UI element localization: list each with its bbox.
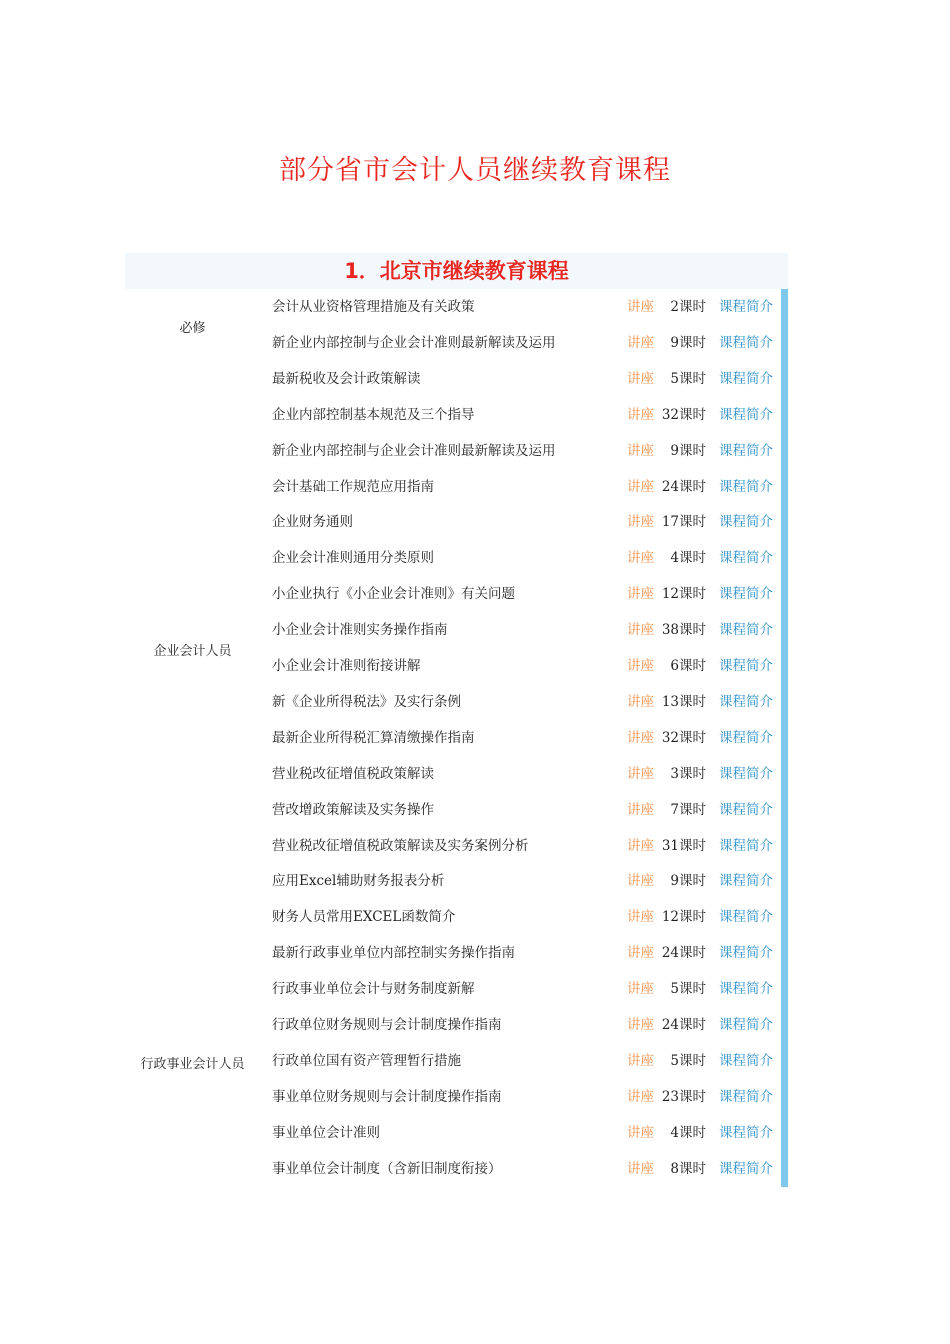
course-type-link[interactable]: 讲座 [627, 1124, 654, 1141]
course-type-link[interactable]: 讲座 [627, 406, 654, 423]
course-hours: 5课时 [670, 370, 706, 387]
course-type-link[interactable]: 讲座 [627, 693, 654, 710]
category-public-institution: 行政事业会计人员 [140, 1057, 245, 1072]
category-enterprise: 企业会计人员 [153, 644, 232, 659]
course-row [265, 504, 780, 540]
course-row [265, 325, 780, 361]
course-intro-link[interactable]: 课程简介 [719, 442, 773, 459]
course-hours: 12课时 [661, 586, 706, 603]
course-intro-link[interactable]: 课程简介 [719, 1052, 773, 1069]
course-intro-link[interactable]: 课程简介 [719, 765, 773, 782]
course-hours: 31课时 [661, 837, 706, 854]
course-name: 新企业内部控制与企业会计准则最新解读及运用 [272, 442, 556, 459]
course-type-link[interactable]: 讲座 [627, 442, 654, 459]
course-hours: 24课时 [661, 478, 706, 495]
course-name: 新企业内部控制与企业会计准则最新解读及运用 [272, 334, 556, 351]
course-name: 小企业会计准则衔接讲解 [272, 658, 421, 674]
course-intro-link[interactable]: 课程简介 [719, 1124, 773, 1141]
course-intro-link[interactable]: 课程简介 [719, 370, 773, 387]
course-row [265, 792, 780, 828]
course-row [265, 397, 780, 433]
course-row [265, 899, 780, 935]
course-hours: 6课时 [670, 658, 706, 674]
course-name: 企业财务通则 [272, 514, 353, 531]
course-type-link[interactable]: 讲座 [627, 1160, 654, 1177]
course-row [265, 1151, 780, 1187]
course-row [265, 720, 780, 756]
course-hours: 24课时 [661, 945, 706, 962]
course-type-link[interactable]: 讲座 [627, 981, 654, 998]
course-intro-link[interactable]: 课程简介 [719, 550, 773, 567]
course-type-link[interactable]: 讲座 [627, 909, 654, 926]
course-hours: 23课时 [661, 1088, 706, 1105]
course-row [265, 863, 780, 899]
course-type-link[interactable]: 讲座 [627, 1052, 654, 1069]
course-hours: 13课时 [661, 693, 706, 710]
course-type-link[interactable]: 讲座 [627, 370, 654, 387]
right-side-bar [781, 289, 788, 1187]
course-name: 最新企业所得税汇算清缴操作指南 [272, 729, 475, 746]
course-intro-link[interactable]: 课程简介 [719, 729, 773, 746]
course-intro-link[interactable]: 课程简介 [719, 586, 773, 603]
course-type-link[interactable]: 讲座 [627, 729, 654, 746]
course-row [265, 1043, 780, 1079]
course-type-link[interactable]: 讲座 [627, 801, 654, 818]
course-row [265, 648, 780, 684]
course-hours: 17课时 [661, 514, 706, 531]
course-name: 财务人员常用EXCEL函数简介 [272, 909, 456, 926]
course-hours: 9课时 [670, 873, 706, 890]
course-name: 营业税改征增值税政策解读及实务案例分析 [272, 837, 529, 854]
course-name: 营改增政策解读及实务操作 [272, 801, 434, 818]
course-type-link[interactable]: 讲座 [627, 837, 654, 854]
course-type-link[interactable]: 讲座 [627, 622, 654, 639]
course-name: 最新行政事业单位内部控制实务操作指南 [272, 945, 515, 962]
course-name: 会计从业资格管理措施及有关政策 [272, 299, 475, 315]
course-name: 应用Excel辅助财务报表分析 [272, 873, 445, 890]
course-hours: 7课时 [670, 801, 706, 818]
course-hours: 9课时 [670, 334, 706, 351]
course-name: 小企业执行《小企业会计准则》有关问题 [272, 586, 515, 603]
course-type-link[interactable]: 讲座 [627, 1088, 654, 1105]
course-name: 小企业会计准则实务操作指南 [272, 622, 448, 639]
course-row [265, 935, 780, 971]
course-intro-link[interactable]: 课程简介 [719, 299, 773, 315]
course-hours: 12课时 [661, 909, 706, 926]
course-intro-link[interactable]: 课程简介 [719, 909, 773, 926]
course-intro-link[interactable]: 课程简介 [719, 622, 773, 639]
course-type-link[interactable]: 讲座 [627, 334, 654, 351]
course-intro-link[interactable]: 课程简介 [719, 693, 773, 710]
course-intro-link[interactable]: 课程简介 [719, 1088, 773, 1105]
course-hours: 3课时 [670, 765, 706, 782]
course-row [265, 433, 780, 469]
course-intro-link[interactable]: 课程简介 [719, 945, 773, 962]
course-name: 事业单位会计准则 [272, 1124, 380, 1141]
course-name: 营业税改征增值税政策解读 [272, 765, 434, 782]
course-name: 事业单位会计制度（含新旧制度衔接） [272, 1160, 502, 1177]
course-row [265, 756, 780, 792]
category-required: 必修 [179, 321, 206, 336]
course-name: 企业内部控制基本规范及三个指导 [272, 406, 475, 423]
course-row [265, 612, 780, 648]
section-title: 1．北京市继续教育课程 [125, 253, 788, 289]
course-intro-link[interactable]: 课程简介 [719, 658, 773, 674]
course-row [265, 289, 780, 325]
course-intro-link[interactable]: 课程简介 [719, 1017, 773, 1033]
course-hours: 4课时 [670, 1124, 706, 1141]
course-name: 行政单位财务规则与会计制度操作指南 [272, 1017, 502, 1033]
course-hours: 32课时 [661, 729, 706, 746]
course-hours: 4课时 [670, 550, 706, 567]
page-title: 部分省市会计人员继续教育课程 [279, 155, 671, 187]
course-intro-link[interactable]: 课程简介 [719, 334, 773, 351]
course-intro-link[interactable]: 课程简介 [719, 837, 773, 854]
course-row [265, 540, 780, 576]
course-type-link[interactable]: 讲座 [627, 299, 654, 315]
course-row [265, 1007, 780, 1043]
course-name: 行政事业单位会计与财务制度新解 [272, 981, 475, 998]
course-row [265, 1079, 780, 1115]
course-hours: 5课时 [670, 1052, 706, 1069]
course-type-link[interactable]: 讲座 [627, 586, 654, 603]
course-row [265, 828, 780, 864]
course-row [265, 361, 780, 397]
course-type-link[interactable]: 讲座 [627, 1017, 654, 1033]
course-name: 最新税收及会计政策解读 [272, 370, 421, 387]
course-hours: 9课时 [670, 442, 706, 459]
course-intro-link[interactable]: 课程简介 [719, 1160, 773, 1177]
course-row [265, 469, 780, 505]
course-hours: 32课时 [661, 406, 706, 423]
course-name: 企业会计准则通用分类原则 [272, 550, 434, 567]
course-hours: 8课时 [670, 1160, 706, 1177]
course-name: 事业单位财务规则与会计制度操作指南 [272, 1088, 502, 1105]
course-type-link[interactable]: 讲座 [627, 873, 654, 890]
course-hours: 5课时 [670, 981, 706, 998]
course-row [265, 1115, 780, 1151]
course-type-link[interactable]: 讲座 [627, 658, 654, 674]
course-intro-link[interactable]: 课程简介 [719, 406, 773, 423]
course-type-link[interactable]: 讲座 [627, 550, 654, 567]
course-hours: 24课时 [661, 1017, 706, 1033]
course-row [265, 576, 780, 612]
course-intro-link[interactable]: 课程简介 [719, 478, 773, 495]
course-intro-link[interactable]: 课程简介 [719, 873, 773, 890]
course-row [265, 684, 780, 720]
course-type-link[interactable]: 讲座 [627, 478, 654, 495]
course-intro-link[interactable]: 课程简介 [719, 801, 773, 818]
course-name: 行政单位国有资产管理暂行措施 [272, 1052, 461, 1069]
course-hours: 38课时 [661, 622, 706, 639]
course-type-link[interactable]: 讲座 [627, 514, 654, 531]
course-name: 会计基础工作规范应用指南 [272, 478, 434, 495]
course-type-link[interactable]: 讲座 [627, 945, 654, 962]
course-intro-link[interactable]: 课程简介 [719, 981, 773, 998]
course-type-link[interactable]: 讲座 [627, 765, 654, 782]
course-name: 新《企业所得税法》及实行条例 [272, 693, 461, 710]
course-hours: 2课时 [670, 299, 706, 315]
course-row [265, 971, 780, 1007]
course-intro-link[interactable]: 课程简介 [719, 514, 773, 531]
